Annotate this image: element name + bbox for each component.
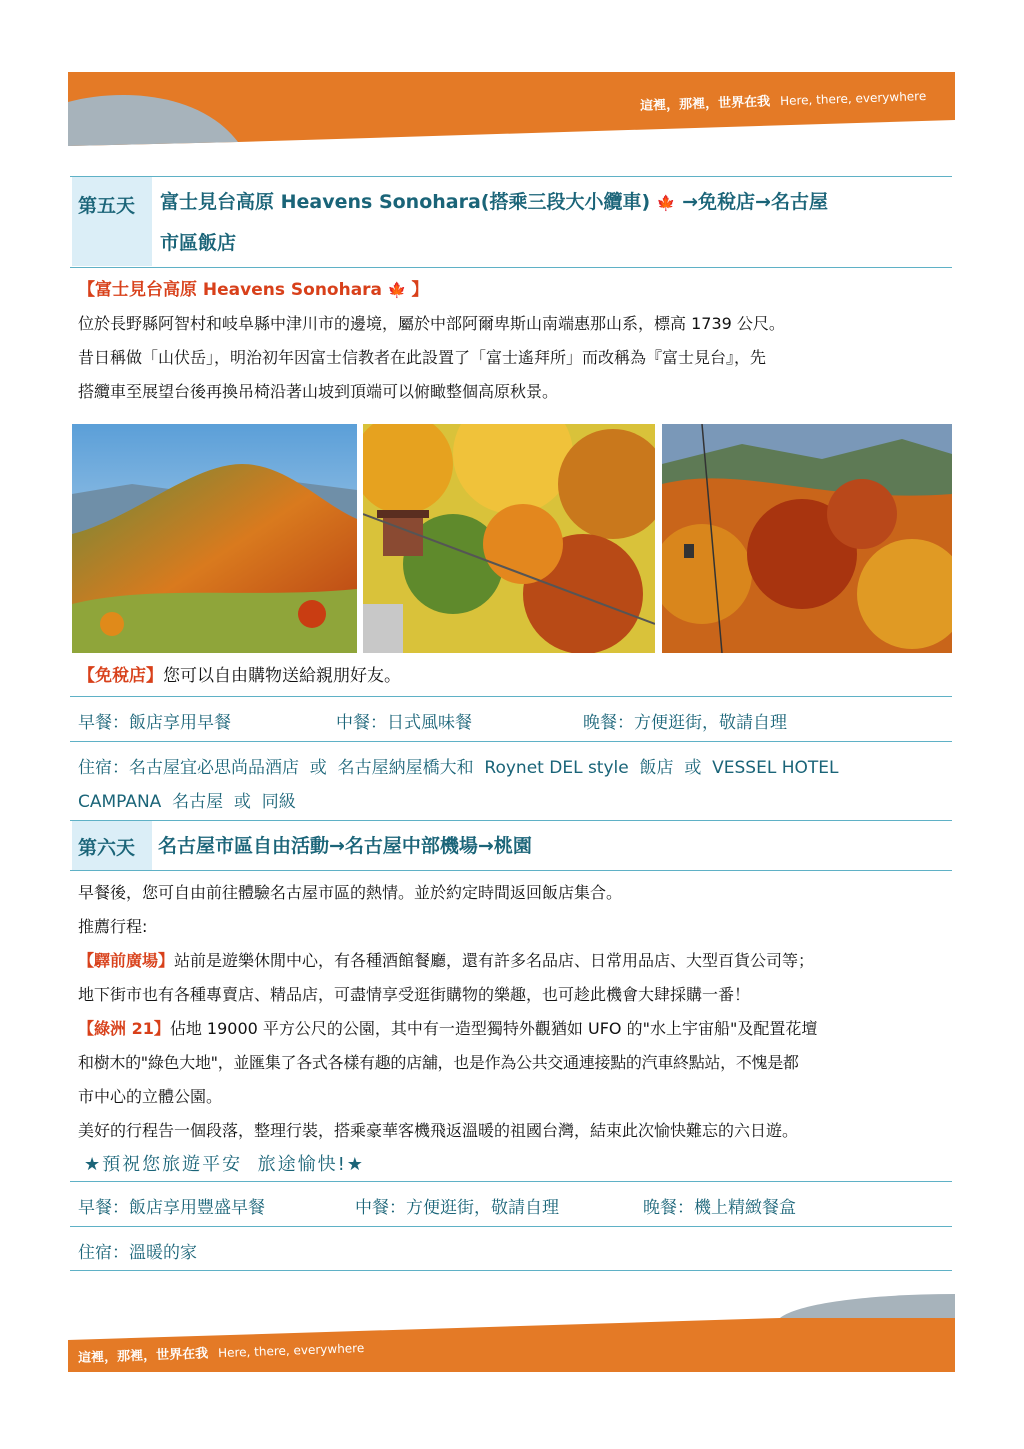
maple-leaf-icon: 🍁 xyxy=(387,281,407,299)
dutyfree-label: 【免稅店】 xyxy=(78,666,163,686)
divider xyxy=(70,741,952,742)
spot-title xyxy=(78,273,950,307)
divider xyxy=(70,1226,952,1227)
spot-desc-line: 搭纜車至展望台後再換吊椅沿著山坡到頂端可以俯瞰整個高原秋景。 xyxy=(78,382,559,401)
day6-recommend: 推薦行程: xyxy=(78,917,148,936)
day5-dinner: 晚餐：方便逛街，敬請自理 xyxy=(583,713,787,733)
dutyfree-text: 您可以自由購物送給親朋好友。 xyxy=(163,666,401,686)
oasis-text: 佔地 19000 平方公尺的公園，其中有一造型獨特外觀猶如 UFO 的"水上宇宙船"及配置花壇 xyxy=(169,1019,818,1038)
day5-lunch: 中餐：日式風味餐 xyxy=(336,713,472,733)
station-line xyxy=(78,944,950,978)
oasis-label: 【綠洲 21】 xyxy=(78,1019,170,1038)
station-text-2: 地下街市也有各種專賣店、精品店，可盡情享受逛街購物的樂趣，也可趁此機會大肆採購一番！ xyxy=(78,985,751,1004)
day5-title-main: 富士見台高原 Heavens Sonohara(搭乘三段大小纜車) xyxy=(160,191,651,213)
oasis-text-3: 市中心的立體公園。 xyxy=(78,1087,223,1106)
divider xyxy=(70,696,952,697)
oasis-text-2: 和樹木的"綠色大地"，並匯集了各式各樣有趣的店舖，也是作為公共交通連接點的汽車終點站，不愧是都 xyxy=(78,1053,799,1072)
day6-label: 第六天 xyxy=(72,821,152,870)
day6-closing: 美好的行程告一個段落，整理行裝，搭乘豪華客機飛返溫暖的祖國台灣，結束此次愉快難忘的六日遊。 xyxy=(78,1121,799,1140)
header-slogan-zh: 這裡，那裡，世界在我 xyxy=(639,94,771,114)
spot-desc-line: 昔日稱做「山伏岳」，明治初年因富士信教者在此設置了「富士遙拜所」而改稱為『富士見台』，先 xyxy=(78,348,767,367)
oasis-line xyxy=(78,1012,950,1046)
divider xyxy=(70,176,952,177)
spot-desc-line: 位於長野縣阿智村和岐阜縣中津川市的邊境，屬於中部阿爾卑斯山南端惠那山系，標高 1739 公尺。 xyxy=(78,314,785,333)
spot-title-close: 】 xyxy=(411,280,429,300)
divider xyxy=(70,820,952,821)
header-band xyxy=(0,70,1024,150)
maple-leaf-icon: 🍁 xyxy=(656,194,676,212)
day6-intro: 早餐後，您可自由前往體驗名古屋市區的熱情。並於約定時間返回飯店集合。 xyxy=(78,883,623,902)
day6-title: 名古屋市區自由活動→名古屋中部機場→桃園 xyxy=(158,835,532,857)
spot-title-text: 【富士見台高原 Heavens Sonohara xyxy=(78,280,383,300)
day6-content xyxy=(78,876,950,1182)
photo-chairlift xyxy=(363,424,655,653)
day6-wish: ★預祝您旅遊平安 旅途愉快!★ xyxy=(84,1154,365,1175)
header-slogan-en: Here, there, everywhere xyxy=(779,89,927,109)
photo-ropeway xyxy=(662,424,952,653)
day5-breakfast: 早餐：飯店享用早餐 xyxy=(78,713,231,733)
dutyfree-line xyxy=(78,659,950,693)
day5-title-line2: 市區飯店 xyxy=(160,232,237,254)
day6-dinner: 晚餐：機上精緻餐盒 xyxy=(643,1198,796,1218)
divider xyxy=(70,870,952,871)
photo-mountain xyxy=(72,424,357,653)
divider xyxy=(70,1270,952,1271)
divider xyxy=(70,267,952,268)
day5-hotel-line2: CAMPANA 名古屋 或 同級 xyxy=(78,792,296,812)
divider xyxy=(70,1181,952,1182)
station-label: 【驛前廣場】 xyxy=(78,951,175,970)
day5-title-arrows: →免稅店→名古屋 xyxy=(682,191,828,213)
station-text: 站前是遊樂休閒中心，有各種酒館餐廳，還有許多名品店、日常用品店、大型百貨公司等； xyxy=(174,951,815,970)
footer-slogan-en: Here, there, everywhere xyxy=(217,1341,365,1361)
day6-breakfast: 早餐：飯店享用豐盛早餐 xyxy=(78,1198,265,1218)
day5-label: 第五天 xyxy=(72,177,152,266)
spot-description xyxy=(78,307,950,409)
footer-slogan-zh: 這裡，那裡，世界在我 xyxy=(77,1346,209,1366)
day6-lunch: 中餐：方便逛街，敬請自理 xyxy=(355,1198,559,1218)
day6-hotel: 住宿：溫暖的家 xyxy=(78,1243,197,1263)
day5-hotel-line1: 住宿：名古屋宜必思尚品酒店 或 名古屋納屋橋大和 Roynet DEL style 飯店 或 VESSEL HOTEL xyxy=(78,758,839,778)
day5-title xyxy=(160,182,950,263)
